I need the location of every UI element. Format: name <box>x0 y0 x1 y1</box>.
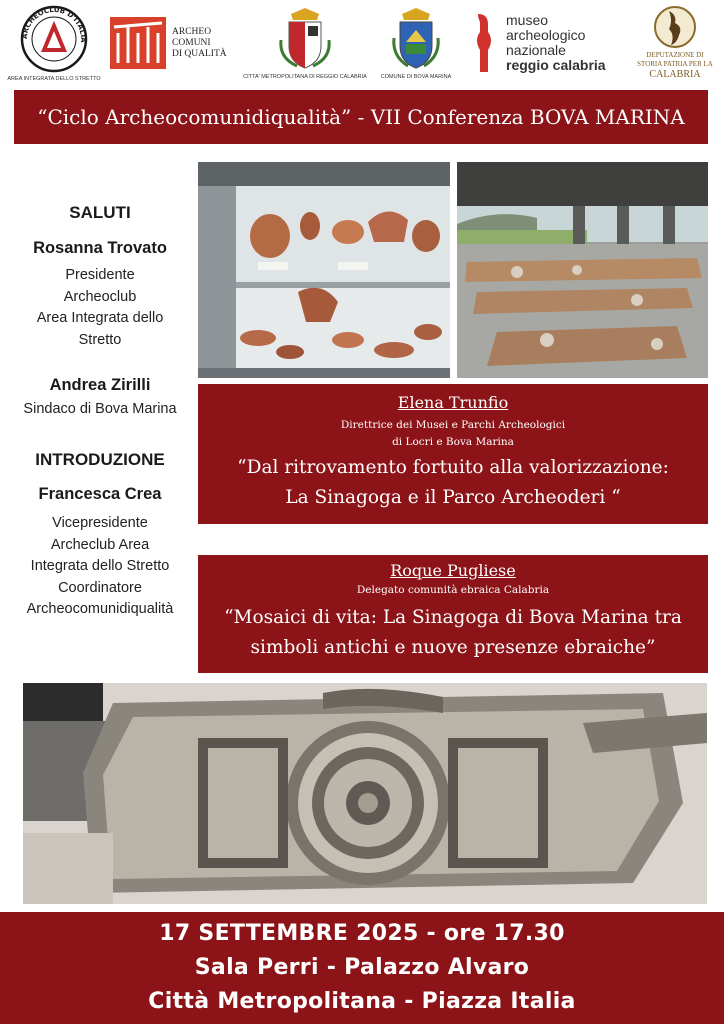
role-line: Vicepresidente <box>52 515 148 531</box>
archeoclub-ring-text: ARCHEOCLUB D'ITALIA <box>20 5 88 43</box>
talk2-title-line-1: “Mosaici di vita: La Sinagoga di Bova Marina tra <box>224 607 682 628</box>
citta-metropolitana-caption: CITTA' METROPOLITANA DI REGGIO CALABRIA <box>243 74 367 80</box>
citta-metropolitana-logo <box>243 0 367 86</box>
role-line: Stretto <box>78 331 122 348</box>
role-line: Archeoclub <box>63 288 137 305</box>
archeocomuni-line-2: COMUNI <box>172 37 211 48</box>
role-line: Archeclub Area <box>50 536 150 553</box>
museo-line-4: reggio calabria <box>506 57 606 73</box>
saluti-heading: SALUTI <box>69 203 131 222</box>
archeocomuni-line-3: DI QUALITÀ <box>172 48 227 59</box>
comune-caption: COMUNE DI BOVA MARINA <box>380 74 452 80</box>
museo-logo <box>474 0 624 86</box>
role-line: Area Integrata dello <box>36 310 164 326</box>
talk2-speaker-name: Roque Pugliese <box>390 561 516 580</box>
museo-line-1: museo <box>506 12 549 28</box>
talk1-title-line-1: “Dal ritrovamento fortuito alla valorizzazione: <box>237 457 669 478</box>
introduzione-heading: INTRODUZIONE <box>35 450 165 469</box>
talk1-speaker-name: Elena Trunfio <box>397 393 509 412</box>
metropolitan-coat-of-arms-icon <box>277 6 333 72</box>
archeocomuni-line-1: ARCHEO <box>172 26 212 37</box>
speaker-francesca-crea: Francesca Crea <box>38 485 162 503</box>
talk2-speaker-role: Delegato comunità ebraica Calabria <box>356 584 550 596</box>
talk1-title-line-2: La Sinagoga e il Parco Archeoderi “ <box>285 487 621 508</box>
event-info-band <box>0 912 724 1024</box>
archeocomuni-emblem-icon <box>108 13 168 73</box>
talk1-speaker-role-line-1: Direttrice dei Musei e Parchi Archeologici <box>340 419 566 431</box>
event-address: Città Metropolitana - Piazza Italia <box>148 989 576 1014</box>
talk2-title-line-2: simboli antichi e nuove presenze ebraiche” <box>250 637 656 658</box>
deputazione-line-1: DEPUTAZIONE DI <box>646 51 704 59</box>
deputazione-line-2: STORIA PATRIA PER LA <box>637 60 713 68</box>
museo-line-2: archeologico <box>506 27 586 43</box>
speaker-rosanna-trovato: Rosanna Trovato <box>33 239 167 257</box>
talk-elena-trunfio <box>198 384 708 524</box>
role-line: Presidente <box>65 267 135 283</box>
speaker-rosanna-role <box>6 265 194 351</box>
synagogue-mosaic-photo <box>23 683 707 904</box>
calabria-map-emblem-icon <box>653 5 697 51</box>
archeoclub-logo <box>7 0 101 86</box>
conference-title: “Ciclo Archeocomunidiqualità” - VII Conferenza BOVA MARINA <box>14 90 708 144</box>
comune-coat-of-arms-icon <box>390 6 442 72</box>
speaker-andrea-role: Sindaco di Bova Marina <box>23 401 177 417</box>
museo-line-3: nazionale <box>506 42 566 58</box>
role-line: Coordinatore <box>58 579 142 596</box>
event-venue: Sala Perri - Palazzo Alvaro <box>194 955 530 980</box>
speaker-andrea-zirilli: Andrea Zirilli <box>49 376 151 394</box>
comune-bova-marina-logo <box>376 0 456 86</box>
role-line: Archeocomunidiqualità <box>26 601 174 617</box>
archaeological-site-photo <box>457 162 708 378</box>
archeoclub-caption: AREA INTEGRATA DELLO STRETTO <box>7 76 101 82</box>
museum-showcase-photo <box>198 162 450 378</box>
deputazione-line-3: CALABRIA <box>649 69 701 80</box>
archeocomuni-logo <box>108 0 238 86</box>
speaker-francesca-role <box>6 513 194 621</box>
event-date-time: 17 SETTEMBRE 2025 - ore 17.30 <box>159 921 565 946</box>
role-line: Integrata dello Stretto <box>30 558 170 574</box>
deputazione-logo <box>630 0 720 86</box>
museo-mark-icon <box>474 10 500 76</box>
talk-roque-pugliese <box>198 555 708 673</box>
talk1-speaker-role-line-2: di Locri e Bova Marina <box>392 436 514 448</box>
archeoclub-emblem-icon <box>19 4 89 74</box>
